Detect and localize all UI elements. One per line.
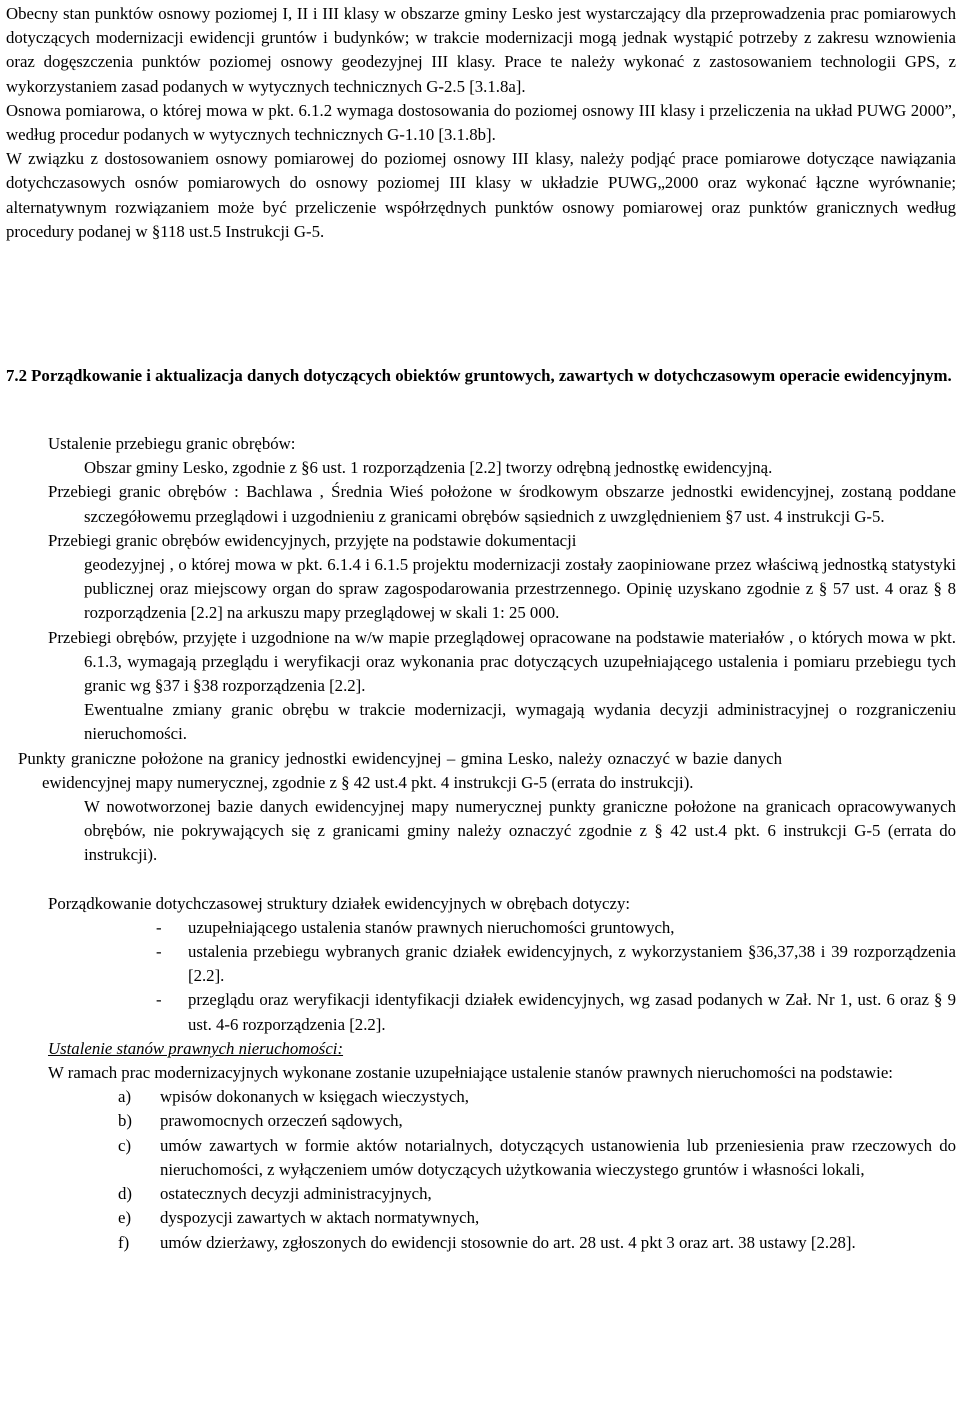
boundaries-line-2: Przebiegi granic obrębów : Bachlawa , Średnia Wieś położone w środkowym obszarze jednostki ewidencyjnej, zostaną poddane szczegółowemu przeglądowi i uzgodnieniu z granicami obrębów sąsiednich z uwzględnieniem §7 ust. 4 instrukcji G-5. [48,482,956,526]
list-marker: - [156,942,162,962]
parcels-list [6,916,956,1037]
list-item-text: uzupełniającego ustalenia stanów prawnych nieruchomości gruntowych, [188,917,675,937]
body-block [6,432,956,1255]
list-marker: a) [118,1087,132,1107]
intro-block [6,2,956,244]
list-item [156,916,956,940]
legal-list [6,1085,956,1254]
boundaries-line-6: Punkty graniczne położone na granicy jednostki ewidencyjnej – gmina Lesko, należy oznaczyć w bazie danych ewidencyjnej mapy numerycznej, zgodnie z § 42 ust.4 pkt. 4 instrukcji G-5 (errata do instrukcji). [18,748,782,792]
section-heading [6,364,956,388]
list-item-text: umów zawartych w formie aktów notarialnych, dotyczących ustanowienia lub przeniesienia praw rzeczowych do nieruchomości, z wyłączeniem umów dotyczących użytkowania wieczystego gruntów i własności lokali, [160,1135,956,1179]
list-item [156,988,956,1036]
boundaries-line-4: Przebiegi obrębów, przyjęte i uzgodnione na w/w mapie przeglądowej opracowane na podstawie materiałów , o których mowa w pkt. 6.1.3, wymagają przeglądu i weryfikacji oraz wykonania prac dotyczących uzupełniającego ustalenia i pomiaru przebiegu tych granic wg §37 i §38 rozporządzenia [2.2]. [48,627,956,696]
list-item [118,1231,956,1255]
boundaries-line-5: Ewentualne zmiany granic obrębu w trakcie modernizacji, wymagają wydania decyzji administracyjnej o rozgraniczeniu nieruchomości. [84,700,956,744]
list-item [118,1085,956,1109]
list-item-text: dyspozycji zawartych w aktach normatywnych, [160,1208,480,1228]
boundaries-line-3b: geodezyjnej , o której mowa w pkt. 6.1.4 i 6.1.5 projektu modernizacji zostały zaopiniowane przez właściwą jednostką statystyki publicznej oraz miejscowy organ do spraw zagospodarowania przestrzennego. Opinię uzyskano zgodnie z § 57 ust. 4 oraz § 8 rozporządzenia [2.2] na arkuszu mapy przeglądowej w skali 1: 25 000. [84,555,956,623]
boundaries-heading: Ustalenie przebiegu granic obrębów: [48,434,296,453]
intro-paragraph-3: W związku z dostosowaniem osnowy pomiarowej do poziomej osnowy III klasy, należy podjąć prace pomiarowe dotyczące nawiązania dotychczasowych osnów pomiarowych do osnowy poziomej III klasy w układzie PUWG„2000 oraz wykonać łączne wyrównanie; alternatywnym rozwiązaniem może być przeliczenie współrzędnych punktów osnowy pomiarowej oraz punktów granicznych według procedury podanej w §118 ust.5 Instrukcji G-5. [6,149,956,241]
list-marker: e) [118,1208,132,1228]
list-marker: - [156,990,162,1010]
intro-paragraph-2: Osnowa pomiarowa, o której mowa w pkt. 6.1.2 wymaga dostosowania do poziomej osnowy III klasy i przeliczenia na układ PUWG 2000”, według procedur podanych w wytycznych technicznych G-1.10 [3.1.8b]. [6,100,956,145]
list-marker: f) [118,1232,130,1252]
list-item-text: wpisów dokonanych w księgach wieczystych, [160,1087,469,1107]
section-title: 7.2 Porządkowanie i aktualizacja danych dotyczących obiektów gruntowych, zawartych w dotychczasowym operacie ewidencyjnym. [6,366,952,385]
list-item-text: przeglądu oraz weryfikacji identyfikacji działek ewidencyjnych, wg zasad podanych w Zał. Nr 1, ust. 6 oraz § 9 ust. 4-6 rozporządzenia [2.2]. [188,990,956,1034]
list-item [118,1134,956,1182]
list-marker: c) [118,1135,132,1155]
legal-intro: W ramach prac modernizacyjnych wykonane zostanie uzupełniające ustalenie stanów prawnych nieruchomości na podstawie: [48,1063,893,1083]
list-item-text: prawomocnych orzeczeń sądowych, [160,1111,403,1131]
intro-paragraph-1: Obecny stan punktów osnowy poziomej I, II i III klasy w obszarze gminy Lesko jest wystarczający dla przeprowadzenia prac pomiarowych dotyczących modernizacji ewidencji gruntów i budynków; w trakcie modernizacji mogą jednak wystąpić potrzeby z zakresu wznowienia oraz dogęszczenia punktów poziomej osnowy geodezyjnej III klasy. Prace te należy wykonać z zastosowaniem technologii GPS, z wykorzystaniem zasad podanych w wytycznych technicznych G-2.5 [3.1.8a]. [6,4,956,96]
parcels-heading: Porządkowanie dotychczasowej struktury działek ewidencyjnych w obrębach dotyczy: [48,893,631,913]
list-item [118,1182,956,1206]
list-item-text: ostatecznych decyzji administracyjnych, [160,1184,432,1204]
boundaries-line-1: Obszar gminy Lesko, zgodnie z §6 ust. 1 rozporządzenia [2.2] tworzy odrębną jednostkę ewidencyjną. [84,458,773,478]
list-item [118,1206,956,1230]
list-item-text: umów dzierżawy, zgłoszonych do ewidencji stosownie do art. 28 ust. 4 pkt 3 oraz art. 38 ustawy [2.28]. [160,1232,856,1252]
legal-heading: Ustalenie stanów prawnych nieruchomości: [48,1038,344,1058]
boundaries-line-3a: Przebiegi granic obrębów ewidencyjnych, przyjęte na podstawie dokumentacji [48,530,577,550]
list-item [118,1109,956,1133]
list-item [156,940,956,988]
list-marker: - [156,917,162,937]
boundaries-line-7: W nowotworzonej bazie danych ewidencyjnej mapy numerycznej punkty graniczne położone na granicach opracowywanych obrębów, nie pokrywających się z granicami gminy należy oznaczyć zgodnie z § 42 ust.4 pkt. 6 instrukcji G-5 (errata do instrukcji). [84,797,956,865]
list-item-text: ustalenia przebiegu wybranych granic działek ewidencyjnych, z wykorzystaniem §36,37,38 i 39 rozporządzenia [2.2]. [188,942,956,986]
list-marker: d) [118,1184,132,1204]
list-marker: b) [118,1111,132,1131]
